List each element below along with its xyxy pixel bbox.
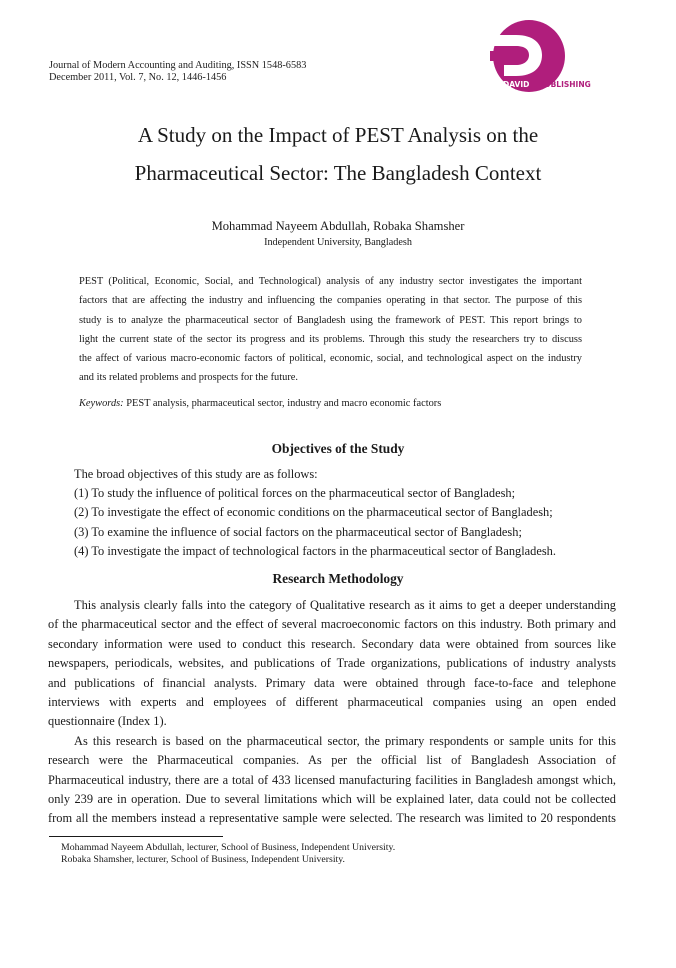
- abstract: [79, 272, 582, 388]
- section-heading-objectives: Objectives of the Study: [271, 441, 405, 456]
- abstract-line: light the current state of the sector its progress and its problems. Through this study the researchers try to discuss: [79, 333, 582, 345]
- journal-info: [49, 60, 306, 84]
- paragraph-line: interviews with experts and employees of different pharmaceutical companies using an open ended: [48, 694, 616, 709]
- paragraph-line: secondary information were used to conduct this research. Secondary data were obtained from sources like: [48, 636, 616, 651]
- paragraph-line: from all the members instead a representative sample were selected. The research was limited to 20 respondents: [48, 811, 616, 826]
- footnote-item: Mohammad Nayeem Abdullah, lecturer, School of Business, Independent University.: [61, 842, 396, 853]
- paragraph-line: As this research is based on the pharmaceutical sector, the primary respondents or sample units for this: [74, 733, 616, 748]
- logo-text-david: DAVID: [503, 80, 530, 89]
- objective-item: (3) To examine the influence of social factors on the pharmaceutical sector of Bangladesh;: [74, 524, 522, 539]
- publisher-logo: [490, 18, 630, 98]
- title-line-1: A Study on the Impact of PEST Analysis on the: [137, 123, 539, 147]
- paragraph-line: This analysis clearly falls into the category of Qualitative research as it aims to get a deeper understanding: [74, 598, 616, 612]
- footnotes: [61, 842, 395, 866]
- paragraph-line: only 239 are in operation. Due to several limitations which will be explained later, data could not be collected: [48, 791, 616, 806]
- title-line-2: Pharmaceutical Sector: The Bangladesh Context: [134, 161, 542, 185]
- authors: Mohammad Nayeem Abdullah, Robaka Shamsher: [211, 219, 465, 233]
- footnote-divider: [49, 836, 223, 837]
- abstract-line: factors that are affecting the industry and influencing the companies operating in that sector. The purpose of this: [79, 295, 582, 307]
- paragraph-line: Pharmaceutical industry, there are a total of 433 licensed manufacturing facilities in Bangladesh amongst which,: [48, 772, 616, 787]
- logo-text-publishing: PUBLISHING: [539, 80, 591, 89]
- abstract-line: and its related problems and prospects for the future.: [79, 372, 298, 384]
- david-publishing-logo-icon: [490, 18, 630, 98]
- footnote-item: Robaka Shamsher, lecturer, School of Business, Independent University.: [61, 853, 345, 865]
- paragraph-line: and publications of financial analysts. Primary data were obtained through face-to-face and telephone: [48, 675, 616, 690]
- paragraph-line: newspapers, periodicals, websites, and publications of Trade organizations, publications of industry analysts: [48, 656, 616, 671]
- paper-title: [0, 116, 676, 192]
- objectives-list: [74, 465, 556, 561]
- abstract-line: the affect of various macro-economic factors of political, economic, social, and technological aspect on the industry: [79, 353, 582, 365]
- journal-name-issn: Journal of Modern Accounting and Auditing, ISSN 1548-6583: [49, 60, 307, 71]
- abstract-line: study is to analyze the pharmaceutical sector of Bangladesh using the framework of PEST. This report brings to: [79, 314, 582, 326]
- paragraph-line: of the pharmaceutical sector and the effect of several macroeconomic factors on this industry. Both primary and: [48, 617, 616, 632]
- keywords: [79, 397, 441, 411]
- affiliation: Independent University, Bangladesh: [264, 237, 412, 248]
- abstract-line: PEST (Political, Economic, Social, and Technological) analysis of any industry sector investigates the important: [79, 276, 582, 287]
- methodology-body: [48, 596, 616, 829]
- section-heading-methodology: Research Methodology: [272, 571, 404, 586]
- keywords-text: PEST analysis, pharmaceutical sector, industry and macro economic factors: [123, 398, 442, 409]
- objective-item: (2) To investigate the effect of economic conditions on the pharmaceutical sector of Bangladesh;: [74, 505, 553, 520]
- objective-item: (1) To study the influence of political forces on the pharmaceutical sector of Bangladesh;: [74, 486, 516, 501]
- paragraph-line: questionnaire (Index 1).: [48, 714, 167, 729]
- objectives-intro: The broad objectives of this study are as follows:: [74, 467, 318, 481]
- keywords-label: Keywords:: [79, 398, 124, 409]
- objective-item: (4) To investigate the impact of technological factors in the pharmaceutical sector of Bangladesh.: [74, 543, 556, 558]
- journal-issue-pages: December 2011, Vol. 7, No. 12, 1446-1456: [49, 72, 227, 83]
- paragraph-line: research were the Pharmaceutical companies. As per the official list of Bangladesh Association of: [48, 753, 616, 768]
